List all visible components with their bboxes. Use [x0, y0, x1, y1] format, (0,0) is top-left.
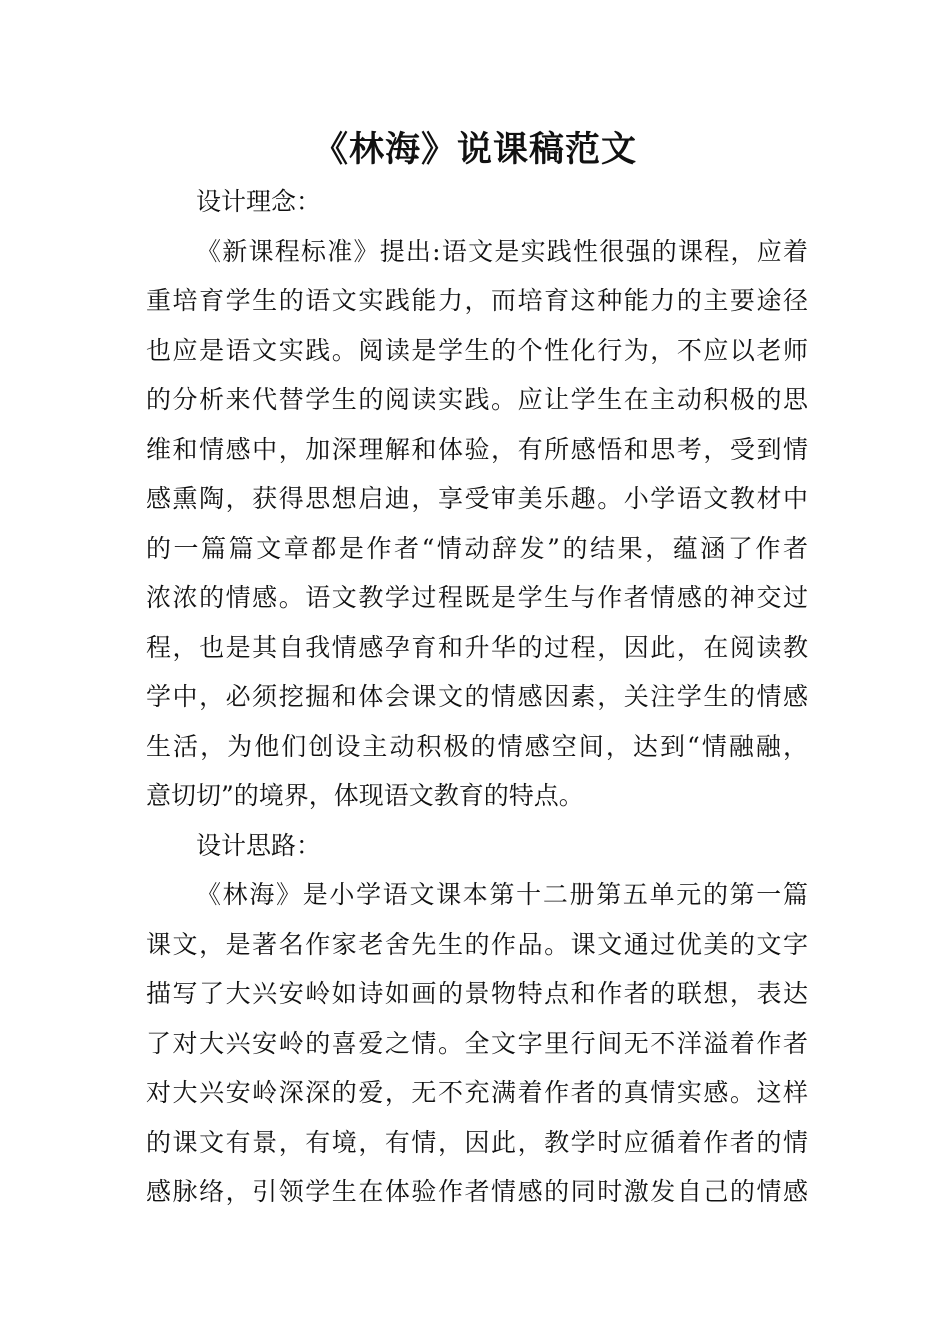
- paragraph-line: 意切切”的境界，体现语文教育的特点。: [146, 781, 584, 810]
- paragraph-line: 程，也是其自我情感孕育和升华的过程，因此，在阅读教: [146, 632, 808, 662]
- paragraph-line: 《新课程标准》提出:语文是实践性很强的课程，应着: [196, 236, 808, 266]
- paragraph-line: 《林海》是小学语文课本第十二册第五单元的第一篇: [196, 880, 808, 909]
- document-body: [146, 177, 808, 1217]
- paragraph-line: 课文，是著名作家老舍先生的作品。课文通过优美的文字: [146, 929, 808, 959]
- section-heading-design-concept: 设计理念：: [196, 187, 322, 216]
- paragraph-line: 的一篇篇文章都是作者“情动辞发”的结果，蕴涵了作者: [146, 533, 808, 563]
- paragraph-line: 的分析来代替学生的阅读实践。应让学生在主动积极的思: [146, 385, 808, 414]
- paragraph-line: 感熏陶，获得思想启迪，享受审美乐趣。小学语文教材中: [146, 484, 808, 513]
- paragraph-line: 了对大兴安岭的喜爱之情。全文字里行间无不洋溢着作者: [146, 1028, 808, 1058]
- paragraph-line: 描写了大兴安岭如诗如画的景物特点和作者的联想，表达: [146, 979, 808, 1008]
- paragraph-line: 浓浓的情感。语文教学过程既是学生与作者情感的神交过: [146, 583, 808, 612]
- section-heading-design-approach: 设计思路：: [196, 830, 322, 860]
- paragraph-line: 重培育学生的语文实践能力，而培育这种能力的主要途径: [146, 286, 808, 315]
- paragraph-line: 对大兴安岭深深的爱，无不充满着作者的真情实感。这样: [146, 1078, 808, 1107]
- paragraph-line: 生活，为他们创设主动积极的情感空间，达到“情融融，: [146, 731, 808, 761]
- paragraph-line: 学中，必须挖掘和体会课文的情感因素，关注学生的情感: [146, 682, 808, 711]
- paragraph-line: 维和情感中，加深理解和体验，有所感悟和思考，受到情: [146, 434, 808, 464]
- paragraph-line: 感脉络，引领学生在体验作者情感的同时激发自己的情感: [146, 1177, 808, 1206]
- paragraph-line: 的课文有景，有境，有情，因此，教学时应循着作者的情: [146, 1127, 808, 1157]
- document-title: 《林海》说课稿范文: [312, 130, 637, 170]
- paragraph-line: 也应是语文实践。阅读是学生的个性化行为，不应以老师: [146, 335, 808, 365]
